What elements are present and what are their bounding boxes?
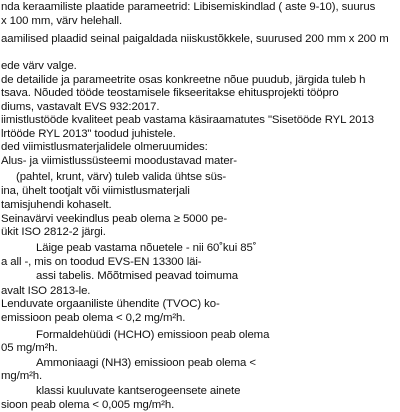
text-line: ina, ühelt tootjalt või viimistlusmaterjali: [1, 185, 190, 197]
text-line: 05 mg/m²h.: [1, 342, 58, 354]
text-line: klassi kuuluvate kantserogeensete ainete: [36, 385, 241, 397]
text-line: ded viimistlusmaterjalidele olmeruumides:: [1, 141, 208, 153]
text-line: emissioon peab olema < 0,2 mg/m²h.: [1, 312, 186, 324]
text-line: x 100 mm, värv helehall.: [1, 15, 123, 27]
text-line: nda keraamiliste plaatide parameetrid: Libisemiskindlad ( aste 9-10), suurus: [1, 1, 376, 13]
text-line: Seinavärvi veekindlus peab olema ≥ 5000 pe-: [1, 213, 228, 225]
text-line: (pahtel, krunt, värv) tuleb valida ühtse süs-: [16, 171, 227, 183]
text-line: Ammoniaagi (NH3) emissioon peab olema <: [36, 357, 256, 369]
text-line: aamilised plaadid seinal paigaldada niiskustõkkele, suurused 200 mm x 200 m: [1, 33, 389, 45]
text-line: assi tabelis. Mõõtmised peavad toimuma: [36, 270, 238, 282]
text-line: avalt ISO 2813-le.: [1, 285, 91, 297]
text-line: Alus- ja viimistlussüsteemi moodustavad mater-: [1, 155, 237, 167]
text-line: lrtööde RYL 2013" toodud juhistele.: [1, 128, 176, 140]
text-line: tamisjuhendi kohaselt.: [1, 199, 112, 211]
text-line: Lenduvate orgaaniliste ühendite (TVOC) ko-: [1, 298, 220, 310]
text-line: a all -, mis on toodud EVS-EN 13300 läi-: [1, 256, 202, 268]
text-line: sioon peab olema < 0,005 mg/m²h.: [1, 399, 175, 411]
text-line: tsava. Nõuded tööde teostamisele fikseeritakse ehitusprojekti tööpro: [1, 87, 339, 99]
text-line: iimistlustööde kvaliteet peab vastama käsiraamatutes "Sisetööde RYL 2013: [1, 114, 374, 126]
text-line: de detailide ja parameetrite osas konkreetne nõue puudub, järgida tuleb h: [1, 74, 366, 86]
text-line: diums, vastavalt EVS 932:2017.: [1, 101, 160, 113]
text-line: Formaldehüüdi (HCHO) emissioon peab olema: [36, 329, 270, 341]
text-line: Läige peab vastama nõuetele - nii 60˚kui 85˚: [36, 242, 257, 254]
text-line: ede värv valge.: [1, 60, 77, 72]
text-line: mg/m²h.: [1, 370, 43, 382]
text-line: ükit ISO 2812-2 järgi.: [1, 226, 106, 238]
